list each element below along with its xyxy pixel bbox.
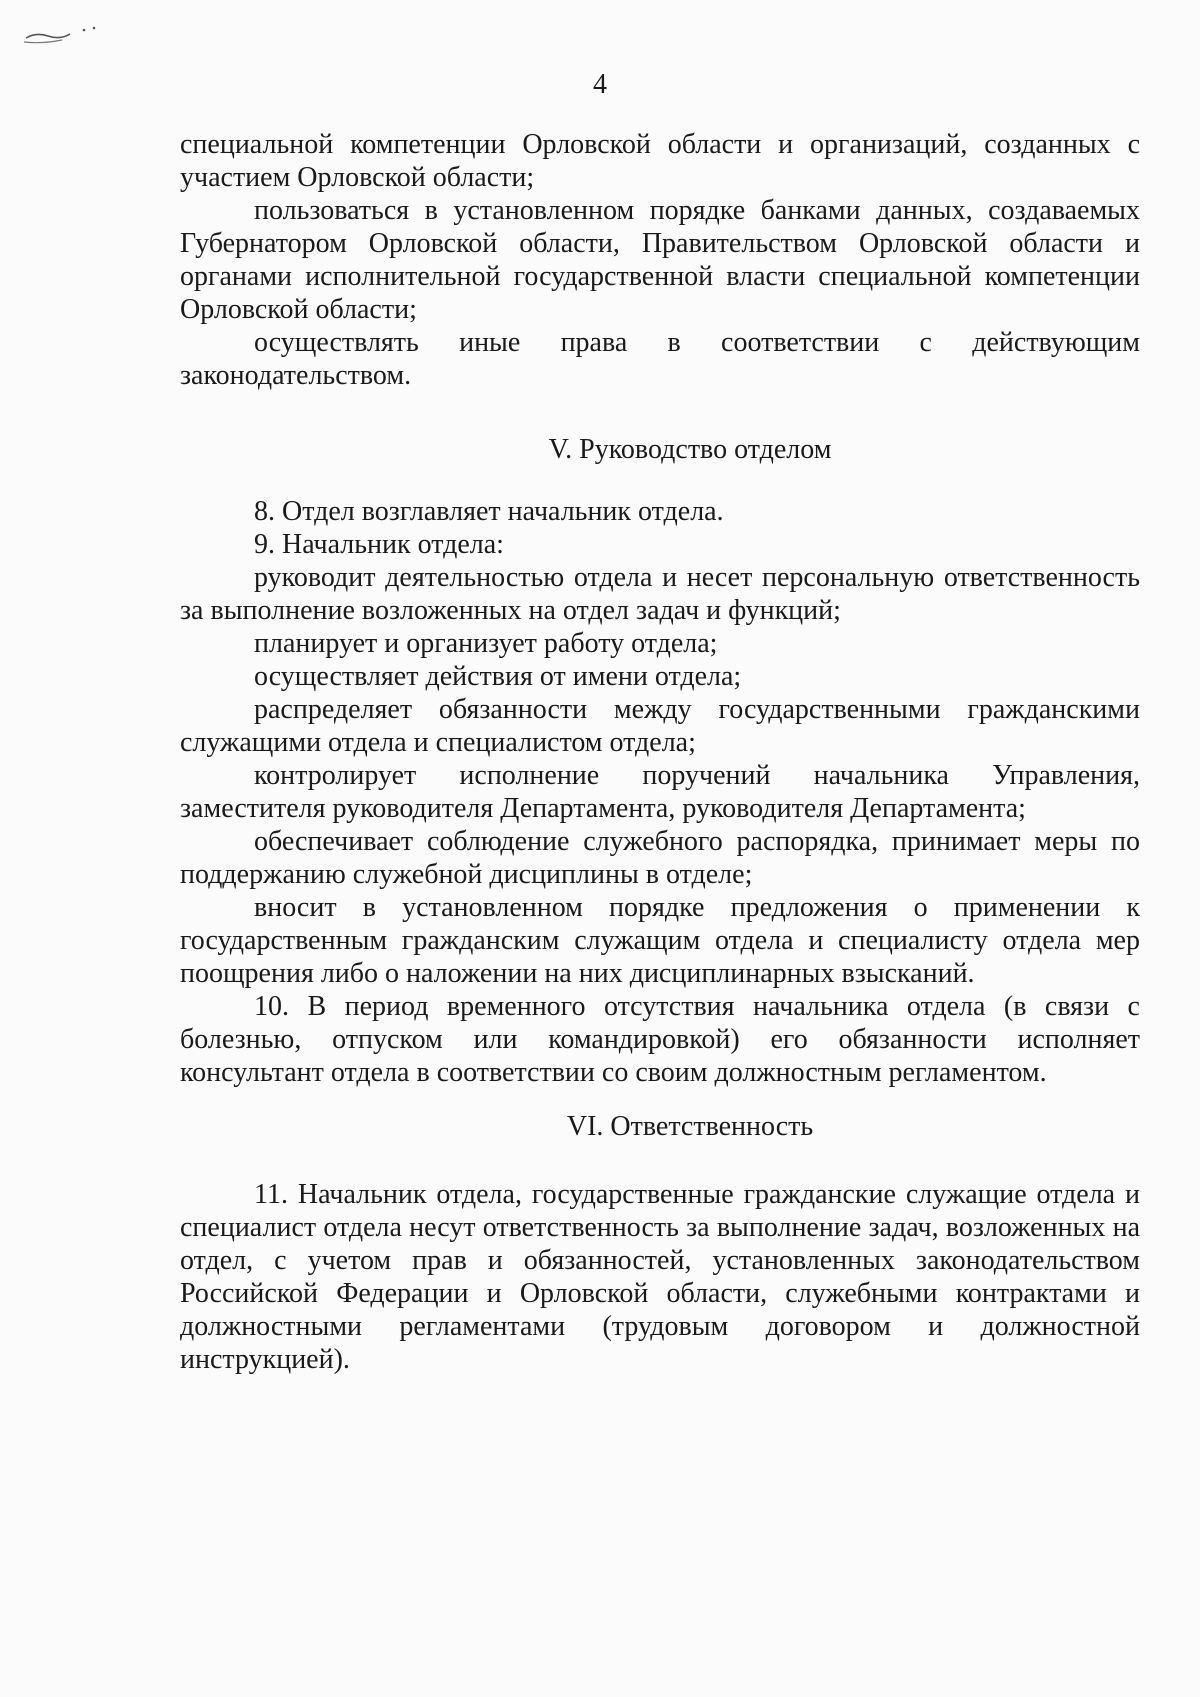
scan-artifact-mark — [22, 18, 102, 48]
intro-paragraph: специальной компетенции Орловской области и организаций, созданных с участием Орловской области; — [180, 129, 1140, 193]
intro-paragraph: пользоваться в установленном порядке банками данных, создаваемых Губернатором Орловской области, Правительством Орловской области и органами исполнительной государственной власти специальной компетенции Орловской области; — [180, 195, 1140, 325]
section-5-paragraph: 8. Отдел возглавляет начальник отдела. — [254, 496, 724, 527]
section-5-paragraph: вносит в установленном порядке предложения о применении к государственным гражданским служащим отдела и специалисту отдела мер поощрения либо о наложении на них дисциплинарных взысканий. — [180, 892, 1140, 989]
section-5-paragraph: руководит деятельностью отдела и несет персональную ответственность за выполнение возложенных на отдел задач и функций; — [180, 562, 1140, 626]
section-5-paragraph: осуществляет действия от имени отдела; — [254, 661, 742, 692]
section-6-body — [180, 1178, 1140, 1376]
section-5-paragraph: планирует и организует работу отдела; — [254, 628, 718, 659]
section-5-body — [180, 495, 1140, 1089]
intro-paragraph: осуществлять иные права в соответствии с действующим законодательством. — [180, 327, 1140, 391]
section-5-paragraph: обеспечивает соблюдение служебного распорядка, принимает меры по поддержанию служебной дисциплины в отделе; — [180, 826, 1140, 890]
section-6-paragraph: 11. Начальник отдела, государственные гражданские служащие отдела и специалист отдела несут ответственность за выполнение задач, возложенных на отдел, с учетом прав и обязанностей, установленных законодательством Российской Федерации и Орловской области, служебными контрактами и должностными регламентами (трудовым договором и должностной инструкцией). — [180, 1179, 1140, 1375]
intro-section — [180, 128, 1140, 392]
section-5-paragraph: распределяет обязанности между государственными гражданскими служащими отдела и специалистом отдела; — [180, 694, 1140, 758]
page-number: 4 — [593, 69, 607, 100]
section-5-paragraph: 9. Начальник отдела: — [254, 529, 504, 560]
section-heading-5: V. Руководство отделом — [548, 434, 832, 465]
section-heading-6: VI. Ответственность — [566, 1111, 814, 1142]
section-5-paragraph: 10. В период временного отсутствия начальника отдела (в связи с болезнью, отпуском или командировкой) его обязанности исполняет консультант отдела в соответствии со своим должностным регламентом. — [180, 991, 1140, 1088]
section-5-paragraph: контролирует исполнение поручений начальника Управления, заместителя руководителя Департамента, руководителя Департамента; — [180, 760, 1140, 824]
